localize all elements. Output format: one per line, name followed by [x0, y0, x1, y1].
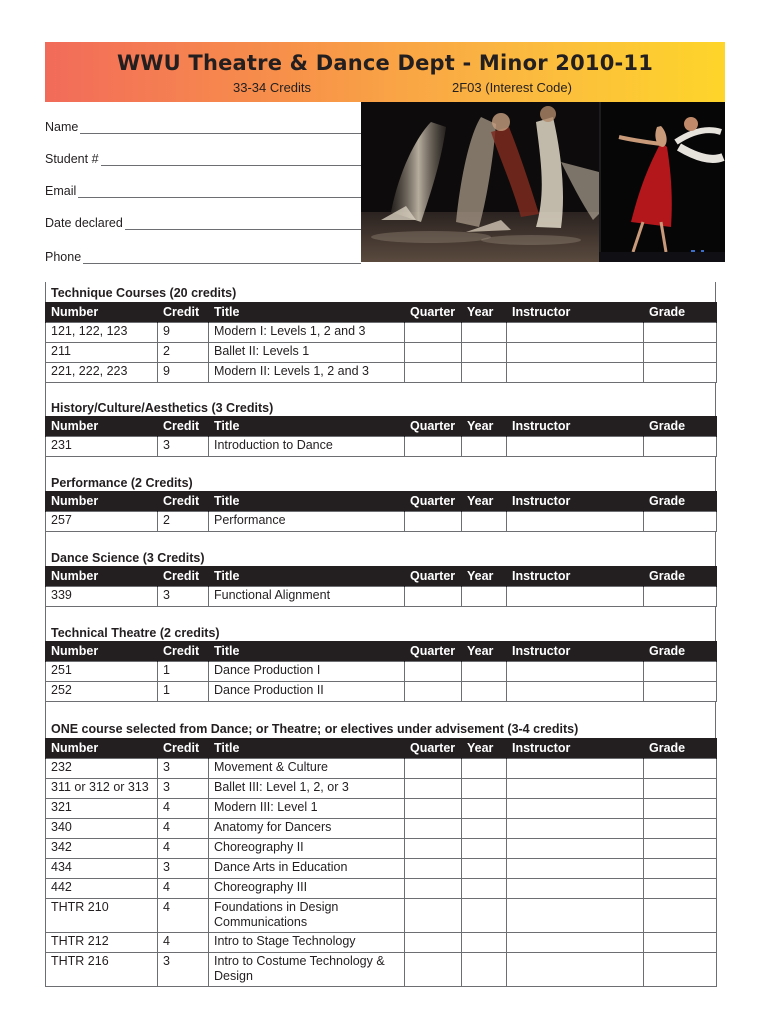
grade-cell[interactable]: [644, 362, 717, 382]
quarter-cell[interactable]: [405, 681, 462, 701]
col-number: Number: [46, 641, 158, 661]
col-instructor: Instructor: [507, 738, 644, 758]
course-credit: 3: [158, 758, 209, 778]
col-grade: Grade: [644, 566, 717, 586]
table-row: [46, 342, 717, 362]
instructor-cell[interactable]: [507, 878, 644, 898]
grade-cell[interactable]: [644, 878, 717, 898]
course-title: Performance: [209, 511, 405, 531]
table-row: [46, 838, 717, 858]
col-grade: Grade: [644, 491, 717, 511]
table-header-row: [46, 738, 717, 758]
grade-cell[interactable]: [644, 661, 717, 681]
col-grade: Grade: [644, 416, 717, 436]
name-line[interactable]: [80, 120, 363, 134]
col-title: Title: [209, 416, 405, 436]
col-quarter: Quarter: [405, 302, 462, 322]
course-number: THTR 212: [46, 932, 158, 952]
col-title: Title: [209, 566, 405, 586]
course-credit: 4: [158, 838, 209, 858]
table-row: [46, 858, 717, 878]
table-row: [46, 818, 717, 838]
instructor-cell[interactable]: [507, 898, 644, 932]
header-banner: [45, 42, 725, 102]
email-field[interactable]: [45, 180, 361, 198]
course-title: Dance Arts in Education: [209, 858, 405, 878]
col-quarter: Quarter: [405, 738, 462, 758]
table-row: [46, 952, 717, 986]
year-cell[interactable]: [462, 898, 507, 932]
course-credit: 4: [158, 878, 209, 898]
section-title-performance: Performance (2 Credits): [51, 476, 193, 490]
col-instructor: Instructor: [507, 302, 644, 322]
grade-cell[interactable]: [644, 758, 717, 778]
table-row: [46, 798, 717, 818]
col-credit: Credit: [158, 491, 209, 511]
year-cell[interactable]: [462, 322, 507, 342]
date-declared-label: Date declared: [45, 216, 123, 230]
course-credit: 4: [158, 932, 209, 952]
table-performance: [45, 491, 717, 532]
year-cell[interactable]: [462, 952, 507, 986]
table-history: [45, 416, 717, 457]
col-instructor: Instructor: [507, 566, 644, 586]
course-credit: 9: [158, 362, 209, 382]
section-title-history: History/Culture/Aesthetics (3 Credits): [51, 401, 274, 415]
grade-cell[interactable]: [644, 932, 717, 952]
year-cell[interactable]: [462, 778, 507, 798]
course-credit: 3: [158, 586, 209, 606]
instructor-cell[interactable]: [507, 322, 644, 342]
quarter-cell[interactable]: [405, 932, 462, 952]
instructor-cell[interactable]: [507, 511, 644, 531]
date-declared-field[interactable]: [45, 212, 361, 230]
instructor-cell[interactable]: [507, 758, 644, 778]
instructor-cell[interactable]: [507, 838, 644, 858]
course-title: Functional Alignment: [209, 586, 405, 606]
col-credit: Credit: [158, 738, 209, 758]
quarter-cell[interactable]: [405, 818, 462, 838]
course-title: Intro to Stage Technology: [209, 932, 405, 952]
grade-cell[interactable]: [644, 511, 717, 531]
course-credit: 2: [158, 511, 209, 531]
instructor-cell[interactable]: [507, 362, 644, 382]
course-title: Choreography II: [209, 838, 405, 858]
col-title: Title: [209, 641, 405, 661]
table-row: [46, 758, 717, 778]
email-label: Email: [45, 184, 77, 198]
table-row: [46, 681, 717, 701]
col-instructor: Instructor: [507, 491, 644, 511]
course-credit: 1: [158, 681, 209, 701]
course-credit: 4: [158, 798, 209, 818]
course-title: Intro to Costume Technology & Design: [209, 952, 405, 986]
year-cell[interactable]: [462, 818, 507, 838]
year-cell[interactable]: [462, 838, 507, 858]
col-year: Year: [462, 491, 507, 511]
table-electives: [45, 738, 717, 987]
course-title: Ballet II: Levels 1: [209, 342, 405, 362]
quarter-cell[interactable]: [405, 661, 462, 681]
table-row: [46, 436, 717, 456]
course-title: Ballet III: Level 1, 2, or 3: [209, 778, 405, 798]
quarter-cell[interactable]: [405, 878, 462, 898]
quarter-cell[interactable]: [405, 778, 462, 798]
col-credit: Credit: [158, 302, 209, 322]
dance-photo: [361, 102, 725, 262]
grade-cell[interactable]: [644, 858, 717, 878]
col-number: Number: [46, 416, 158, 436]
quarter-cell[interactable]: [405, 342, 462, 362]
course-number: 342: [46, 838, 158, 858]
instructor-cell[interactable]: [507, 932, 644, 952]
quarter-cell[interactable]: [405, 798, 462, 818]
col-grade: Grade: [644, 641, 717, 661]
instructor-cell[interactable]: [507, 858, 644, 878]
section-title-dance-science: Dance Science (3 Credits): [51, 551, 205, 565]
course-title: Modern II: Levels 1, 2 and 3: [209, 362, 405, 382]
course-title: Foundations in Design Communications: [209, 898, 405, 932]
student-number-label: Student #: [45, 152, 99, 166]
table-row: [46, 778, 717, 798]
course-credit: 9: [158, 322, 209, 342]
course-number: THTR 216: [46, 952, 158, 986]
col-credit: Credit: [158, 416, 209, 436]
instructor-cell[interactable]: [507, 661, 644, 681]
instructor-cell[interactable]: [507, 681, 644, 701]
quarter-cell[interactable]: [405, 898, 462, 932]
year-cell[interactable]: [462, 586, 507, 606]
instructor-cell[interactable]: [507, 436, 644, 456]
name-field[interactable]: [45, 116, 363, 134]
year-cell[interactable]: [462, 681, 507, 701]
course-number: 232: [46, 758, 158, 778]
course-credit: 3: [158, 952, 209, 986]
table-technique: [45, 302, 717, 383]
quarter-cell[interactable]: [405, 436, 462, 456]
interest-code-label: 2F03 (Interest Code): [452, 80, 572, 95]
course-number: 231: [46, 436, 158, 456]
year-cell[interactable]: [462, 436, 507, 456]
col-instructor: Instructor: [507, 641, 644, 661]
table-row: [46, 932, 717, 952]
section-title-electives: ONE course selected from Dance; or Theatre; or electives under advisement (3-4 credits): [51, 722, 579, 736]
table-header-row: [46, 566, 717, 586]
course-credit: 4: [158, 818, 209, 838]
grade-cell[interactable]: [644, 436, 717, 456]
course-title: Anatomy for Dancers: [209, 818, 405, 838]
phone-field[interactable]: [45, 246, 361, 264]
table-header-row: [46, 641, 717, 661]
col-instructor: Instructor: [507, 416, 644, 436]
course-number: 340: [46, 818, 158, 838]
dance-photo-image: [361, 102, 725, 262]
course-number: 257: [46, 511, 158, 531]
course-title: Dance Production I: [209, 661, 405, 681]
col-year: Year: [462, 416, 507, 436]
year-cell[interactable]: [462, 858, 507, 878]
quarter-cell[interactable]: [405, 758, 462, 778]
col-year: Year: [462, 738, 507, 758]
table-dance-science: [45, 566, 717, 607]
col-number: Number: [46, 566, 158, 586]
table-header-row: [46, 416, 717, 436]
course-number: 251: [46, 661, 158, 681]
instructor-cell[interactable]: [507, 342, 644, 362]
col-quarter: Quarter: [405, 641, 462, 661]
course-title: Modern I: Levels 1, 2 and 3: [209, 322, 405, 342]
instructor-cell[interactable]: [507, 586, 644, 606]
year-cell[interactable]: [462, 798, 507, 818]
table-row: [46, 661, 717, 681]
course-number: 121, 122, 123: [46, 322, 158, 342]
date-declared-line[interactable]: [125, 216, 361, 230]
grade-cell[interactable]: [644, 778, 717, 798]
col-grade: Grade: [644, 302, 717, 322]
year-cell[interactable]: [462, 511, 507, 531]
col-year: Year: [462, 566, 507, 586]
phone-label: Phone: [45, 250, 82, 264]
section-title-technical-theatre: Technical Theatre (2 credits): [51, 626, 220, 640]
course-number: 252: [46, 681, 158, 701]
course-title: Choreography III: [209, 878, 405, 898]
course-title: Dance Production II: [209, 681, 405, 701]
year-cell[interactable]: [462, 661, 507, 681]
course-credit: 1: [158, 661, 209, 681]
email-line[interactable]: [78, 184, 361, 198]
quarter-cell[interactable]: [405, 511, 462, 531]
quarter-cell[interactable]: [405, 858, 462, 878]
student-number-field[interactable]: [45, 148, 361, 166]
course-number: 221, 222, 223: [46, 362, 158, 382]
course-number: THTR 210: [46, 898, 158, 932]
course-number: 434: [46, 858, 158, 878]
table-row: [46, 898, 717, 932]
col-number: Number: [46, 738, 158, 758]
course-credit: 3: [158, 858, 209, 878]
grade-cell[interactable]: [644, 681, 717, 701]
table-header-row: [46, 491, 717, 511]
grade-cell[interactable]: [644, 952, 717, 986]
grade-cell[interactable]: [644, 342, 717, 362]
instructor-cell[interactable]: [507, 818, 644, 838]
col-credit: Credit: [158, 566, 209, 586]
grade-cell[interactable]: [644, 586, 717, 606]
year-cell[interactable]: [462, 362, 507, 382]
course-title: Introduction to Dance: [209, 436, 405, 456]
phone-line[interactable]: [83, 250, 361, 264]
instructor-cell[interactable]: [507, 952, 644, 986]
table-row: [46, 362, 717, 382]
course-title: Modern III: Level 1: [209, 798, 405, 818]
quarter-cell[interactable]: [405, 362, 462, 382]
table-row: [46, 878, 717, 898]
course-number: 311 or 312 or 313: [46, 778, 158, 798]
col-credit: Credit: [158, 641, 209, 661]
col-title: Title: [209, 491, 405, 511]
course-number: 321: [46, 798, 158, 818]
grade-cell[interactable]: [644, 818, 717, 838]
table-technical-theatre: [45, 641, 717, 702]
instructor-cell[interactable]: [507, 798, 644, 818]
course-credit: 3: [158, 436, 209, 456]
year-cell[interactable]: [462, 758, 507, 778]
col-year: Year: [462, 302, 507, 322]
course-title: Movement & Culture: [209, 758, 405, 778]
course-number: 339: [46, 586, 158, 606]
col-quarter: Quarter: [405, 566, 462, 586]
table-row: [46, 322, 717, 342]
course-number: 211: [46, 342, 158, 362]
year-cell[interactable]: [462, 342, 507, 362]
col-year: Year: [462, 641, 507, 661]
credits-label: 33-34 Credits: [233, 80, 312, 95]
col-title: Title: [209, 302, 405, 322]
section-title-technique: Technique Courses (20 credits): [51, 286, 237, 300]
grade-cell[interactable]: [644, 838, 717, 858]
course-credit: 3: [158, 778, 209, 798]
quarter-cell[interactable]: [405, 838, 462, 858]
col-quarter: Quarter: [405, 491, 462, 511]
grade-cell[interactable]: [644, 898, 717, 932]
course-credit: 4: [158, 898, 209, 932]
col-quarter: Quarter: [405, 416, 462, 436]
quarter-cell[interactable]: [405, 952, 462, 986]
grade-cell[interactable]: [644, 798, 717, 818]
col-number: Number: [46, 491, 158, 511]
name-label: Name: [45, 120, 79, 134]
grade-cell[interactable]: [644, 322, 717, 342]
course-number: 442: [46, 878, 158, 898]
col-grade: Grade: [644, 738, 717, 758]
table-header-row: [46, 302, 717, 322]
quarter-cell[interactable]: [405, 586, 462, 606]
year-cell[interactable]: [462, 932, 507, 952]
instructor-cell[interactable]: [507, 778, 644, 798]
table-row: [46, 586, 717, 606]
col-number: Number: [46, 302, 158, 322]
quarter-cell[interactable]: [405, 322, 462, 342]
page-title: WWU Theatre & Dance Dept - Minor 2010-11: [116, 51, 654, 75]
year-cell[interactable]: [462, 878, 507, 898]
col-title: Title: [209, 738, 405, 758]
course-credit: 2: [158, 342, 209, 362]
table-row: [46, 511, 717, 531]
student-number-line[interactable]: [101, 152, 361, 166]
